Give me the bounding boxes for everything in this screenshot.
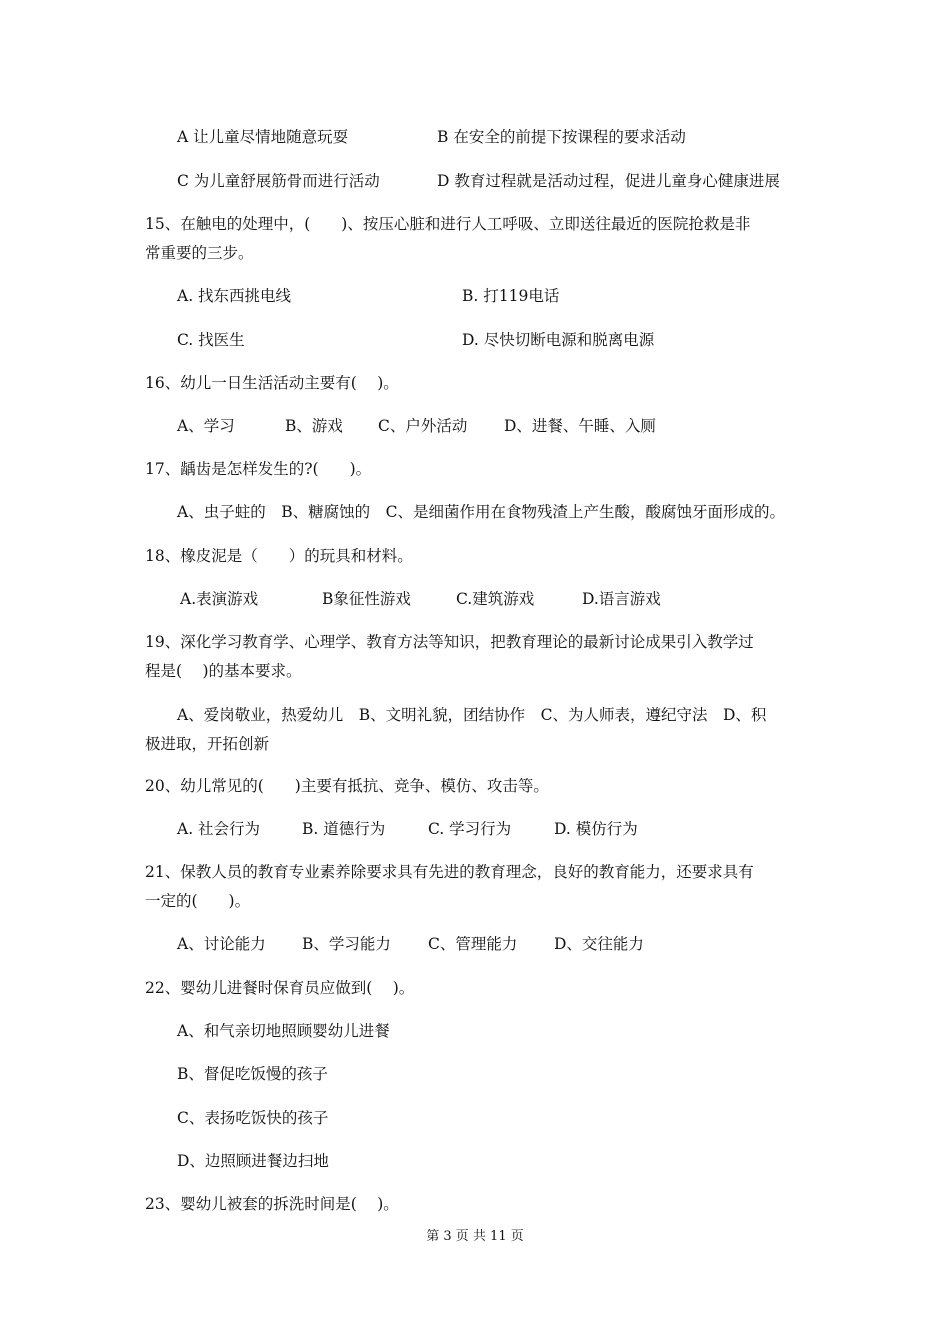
question-17: 17、龋齿是怎样发生的?( )。: [145, 460, 372, 478]
option-d: D、边照顾进餐边扫地: [177, 1152, 329, 1170]
option-d: D 教育过程就是活动过程，促进儿童身心健康进展: [437, 172, 780, 190]
option-c: C 为儿童舒展筋骨而进行活动: [177, 172, 380, 190]
option-a: A、讨论能力: [177, 935, 266, 953]
option-c: C、表扬吃饭快的孩子: [177, 1109, 329, 1127]
option-d: D、交往能力: [554, 935, 644, 953]
question-16: 16、幼儿一日生活活动主要有( )。: [145, 374, 399, 392]
option-b: B 在安全的前提下按课程的要求活动: [437, 128, 686, 146]
option-a: A、和气亲切地照顾婴幼儿进餐: [177, 1022, 390, 1040]
option-c: C. 学习行为: [428, 820, 512, 838]
question-15-cont: 常重要的三步。: [145, 244, 254, 262]
option-b: B、督促吃饭慢的孩子: [177, 1065, 328, 1083]
page-footer: 第 3 页 共 11 页: [426, 1229, 524, 1244]
option-c: C.建筑游戏: [456, 590, 535, 608]
question-21: 21、保教人员的教育专业素养除要求具有先进的教育理念，良好的教育能力，还要求具有: [145, 863, 754, 881]
options-row: A、爱岗敬业，热爱幼儿 B、文明礼貌，团结协作 C、为人师表，遵纪守法 D、积: [177, 706, 767, 724]
question-22: 22、婴幼儿进餐时保育员应做到( )。: [145, 979, 415, 997]
option-b: B、学习能力: [302, 935, 391, 953]
question-21-cont: 一定的( )。: [145, 892, 251, 910]
option-c: C、户外活动: [378, 417, 468, 435]
option-a: A. 找东西挑电线: [177, 287, 292, 305]
option-c: C. 找医生: [177, 331, 245, 349]
option-b: B、游戏: [285, 417, 343, 435]
option-a: A.表演游戏: [180, 590, 259, 608]
question-19: 19、深化学习教育学、心理学、教育方法等知识，把教育理论的最新讨论成果引入教学过: [145, 633, 754, 651]
option-a: A. 社会行为: [177, 820, 261, 838]
option-a: A 让儿童尽情地随意玩耍: [177, 128, 349, 146]
question-23: 23、婴幼儿被套的拆洗时间是( )。: [145, 1195, 399, 1213]
question-20: 20、幼儿常见的( )主要有抵抗、竞争、模仿、攻击等。: [145, 777, 549, 795]
option-d: D、进餐、午睡、入厕: [504, 417, 656, 435]
option-b: B. 打119电话: [462, 287, 560, 305]
option-d: D. 模仿行为: [554, 820, 638, 838]
question-19-cont: 程是( )的基本要求。: [145, 662, 302, 680]
option-b: B象征性游戏: [322, 590, 411, 608]
option-b: B. 道德行为: [302, 820, 386, 838]
options-row-cont: 极进取，开拓创新: [145, 735, 270, 753]
question-15: 15、在触电的处理中，( )、按压心脏和进行人工呼吸、立即送往最近的医院抢救是非: [145, 215, 751, 233]
option-c: C、管理能力: [428, 935, 518, 953]
option-d: D. 尽快切断电源和脱离电源: [462, 331, 655, 349]
question-18: 18、橡皮泥是（ ）的玩具和材料。: [145, 547, 413, 565]
options-row: A、虫子蛀的 B、糖腐蚀的 C、是细菌作用在食物残渣上产生酸，酸腐蚀牙面形成的。: [177, 503, 785, 521]
option-d: D.语言游戏: [582, 590, 661, 608]
option-a: A、学习: [177, 417, 235, 435]
